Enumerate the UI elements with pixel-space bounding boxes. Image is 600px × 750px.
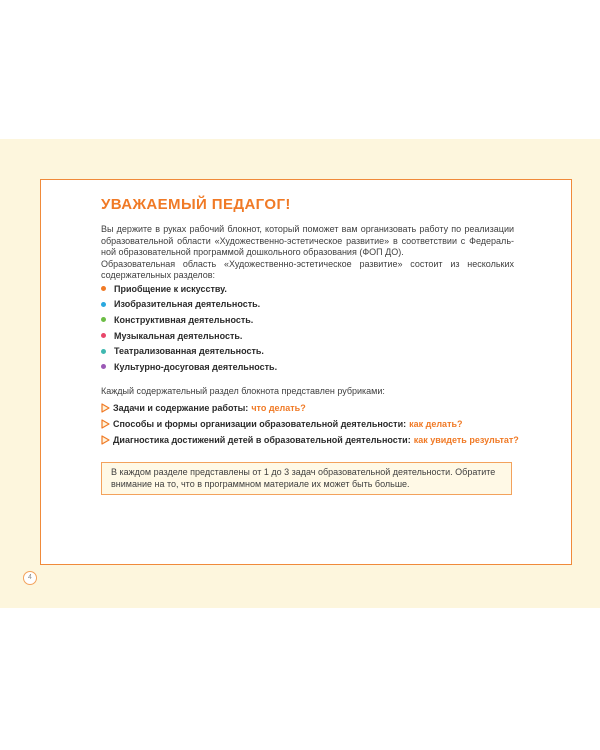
section-label: Музыкальная деятельность. bbox=[114, 330, 243, 341]
section-label: Театрализованная деятельность. bbox=[114, 346, 264, 357]
rubrics-list bbox=[101, 400, 519, 448]
page-number: 4 bbox=[23, 571, 37, 585]
page-title: УВАЖАЕМЫЙ ПЕДАГОГ! bbox=[101, 196, 291, 213]
rubric-question: как увидеть результат? bbox=[413, 435, 519, 445]
arrow-right-icon bbox=[101, 435, 110, 445]
rubric-label: Диагностика достижений детей в образовательной деятельности: bbox=[113, 435, 411, 445]
rubric-label: Задачи и содержание работы: bbox=[113, 403, 249, 413]
bullet-dot-icon bbox=[101, 302, 106, 307]
list-item bbox=[101, 328, 277, 344]
note-box: В каждом разделе представлены от 1 до 3 задач образовательной деятельности. Обратите внимание на то, что в программном материале их может быть больше. bbox=[101, 462, 512, 495]
list-item bbox=[101, 297, 277, 313]
rubric-label: Способы и формы организации образовательной деятельности: bbox=[113, 419, 407, 429]
list-item bbox=[101, 400, 519, 416]
sections-list bbox=[101, 281, 277, 375]
arrow-right-icon bbox=[101, 403, 110, 413]
section-label: Приобщение к искусству. bbox=[114, 283, 227, 294]
list-item bbox=[101, 281, 277, 297]
list-item bbox=[101, 359, 277, 375]
bullet-dot-icon bbox=[101, 364, 106, 369]
rubric-question: как делать? bbox=[409, 419, 463, 429]
list-item bbox=[101, 432, 519, 448]
section-label: Культурно-досуговая деятельность. bbox=[114, 361, 278, 372]
arrow-right-icon bbox=[101, 419, 110, 429]
rubric-question: что делать? bbox=[251, 403, 306, 413]
list-item bbox=[101, 312, 277, 328]
section-label: Конструктивная деятельность. bbox=[114, 314, 254, 325]
intro-paragraph: Вы держите в руках рабочий блокнот, который поможет вам организовать работу по реализации образовательной области «Художественно-эстетическое развитие» в соответствии с Федераль-ной образовательной программой дошкольного образования (ФОП ДО). bbox=[101, 224, 514, 258]
intro-paragraph: Образовательная область «Художественно-эстетическое развитие» состоит из нескольких содержательных разделов: bbox=[101, 258, 514, 281]
bullet-dot-icon bbox=[101, 317, 106, 322]
bullet-dot-icon bbox=[101, 333, 106, 338]
section-label: Изобразительная деятельность. bbox=[114, 299, 261, 310]
rubrics-lead: Каждый содержательный раздел блокнота представлен рубриками: bbox=[101, 386, 385, 396]
bullet-dot-icon bbox=[101, 349, 106, 354]
list-item bbox=[101, 343, 277, 359]
bullet-dot-icon bbox=[101, 286, 106, 291]
list-item bbox=[101, 416, 519, 432]
intro-text bbox=[101, 224, 514, 282]
